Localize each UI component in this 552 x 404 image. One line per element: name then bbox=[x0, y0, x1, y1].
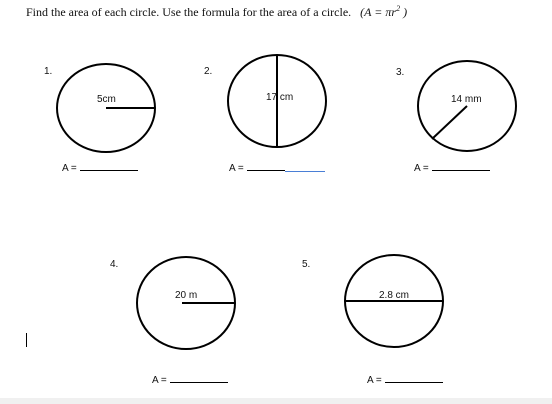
circle-3-radius bbox=[432, 106, 467, 139]
answer-5-label: A = bbox=[367, 375, 382, 386]
answer-4-blank[interactable] bbox=[170, 373, 228, 383]
problem-number-5: 5. bbox=[302, 259, 311, 270]
circle-5-label: 2.8 cm bbox=[379, 290, 410, 301]
formula-text: (A = πr bbox=[360, 5, 397, 19]
instruction-text: Find the area of each circle. Use the formula for the area of a circle. bbox=[26, 5, 352, 19]
circle-1-label: 5cm bbox=[97, 94, 116, 105]
answer-3-label: A = bbox=[414, 163, 429, 174]
formula-exponent: 2 bbox=[396, 4, 401, 13]
answer-2-blank[interactable] bbox=[247, 161, 285, 171]
answer-5[interactable] bbox=[367, 373, 443, 386]
circle-1-figure bbox=[57, 64, 155, 152]
circle-4-figure bbox=[137, 257, 235, 349]
answer-2-label: A = bbox=[229, 163, 244, 174]
problem-number-3: 3. bbox=[396, 67, 405, 78]
answer-4[interactable] bbox=[152, 373, 228, 386]
circle-3-label: 14 mm bbox=[451, 94, 482, 105]
problem-number-1: 1. bbox=[44, 66, 53, 77]
problem-number-4: 4. bbox=[110, 259, 119, 270]
answer-4-label: A = bbox=[152, 375, 167, 386]
problem-number-2: 2. bbox=[204, 66, 213, 77]
formula-close: ) bbox=[400, 5, 408, 19]
answer-1-blank[interactable] bbox=[80, 161, 138, 171]
answer-3[interactable] bbox=[414, 161, 490, 174]
circle-2-label: 17 cm bbox=[266, 92, 294, 103]
text-cursor bbox=[26, 333, 27, 347]
circle-5-figure bbox=[345, 255, 443, 347]
circle-3-figure bbox=[418, 61, 516, 151]
answer-3-blank[interactable] bbox=[432, 161, 490, 171]
answer-1[interactable] bbox=[62, 161, 138, 174]
bottom-bar bbox=[0, 398, 552, 404]
answer-2[interactable] bbox=[229, 161, 325, 174]
circle-4-label: 20 m bbox=[175, 290, 198, 301]
answer-1-label: A = bbox=[62, 163, 77, 174]
answer-5-blank[interactable] bbox=[385, 373, 443, 383]
answer-2-blank-highlight bbox=[285, 162, 325, 172]
